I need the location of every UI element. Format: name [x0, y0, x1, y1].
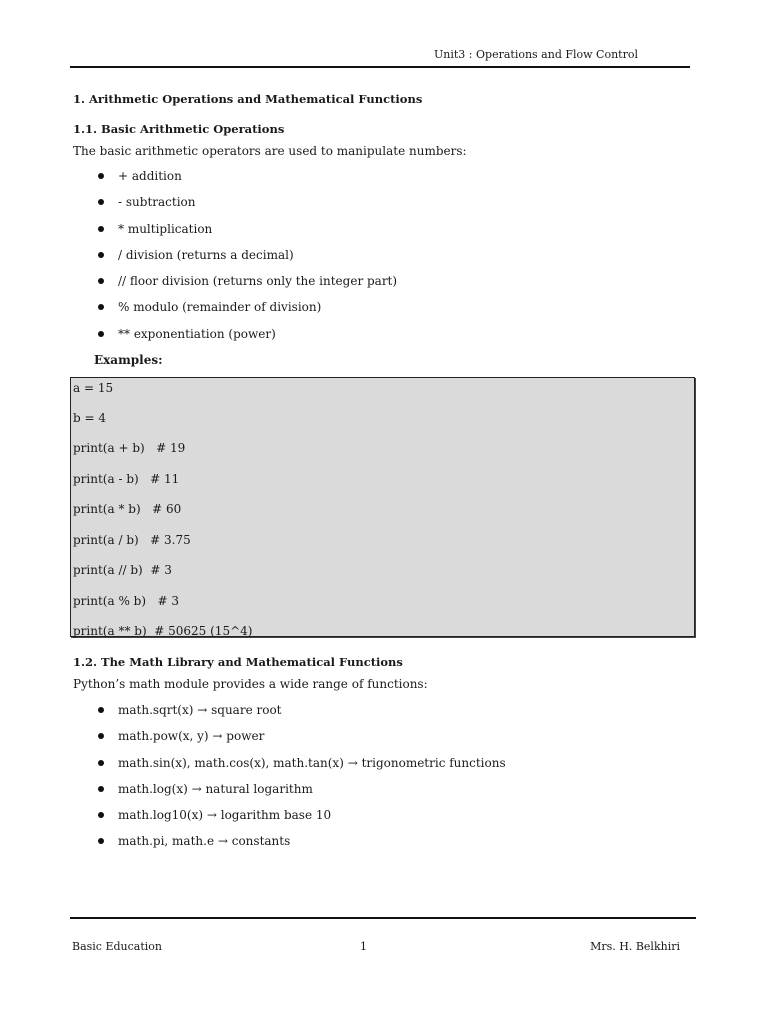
- header-rule: [70, 66, 690, 68]
- code-line: print(a * b) # 60: [73, 502, 182, 516]
- code-line: print(a // b) # 3: [73, 563, 172, 577]
- footer-left: Basic Education: [72, 940, 162, 953]
- examples-label: Examples:: [94, 353, 163, 367]
- footer-rule: [70, 917, 696, 919]
- bullet-icon: [98, 173, 104, 179]
- bullet-icon: [98, 733, 104, 739]
- section-heading-1-2: 1.2. The Math Library and Mathematical Functions: [73, 655, 403, 669]
- page-number: 1: [360, 940, 367, 953]
- code-example-box: [70, 377, 695, 637]
- code-line: a = 15: [73, 381, 114, 395]
- section-heading-1: 1. Arithmetic Operations and Mathematical Functions: [73, 92, 423, 106]
- section-1-2-intro: Python’s math module provides a wide range of functions:: [73, 677, 428, 691]
- code-line: print(a - b) # 11: [73, 472, 180, 486]
- code-line: print(a + b) # 19: [73, 441, 186, 455]
- code-line: print(a / b) # 3.75: [73, 533, 191, 547]
- bullet-icon: [98, 278, 104, 284]
- bullet-icon: [98, 838, 104, 844]
- header-title: Unit3 : Operations and Flow Control: [434, 48, 638, 61]
- section-heading-1-1: 1.1. Basic Arithmetic Operations: [73, 122, 285, 136]
- bullet-icon: [98, 707, 104, 713]
- code-line: print(a ** b) # 50625 (15^4): [73, 624, 253, 638]
- bullet-icon: [98, 331, 104, 337]
- footer-author: Mrs. H. Belkhiri: [590, 940, 680, 953]
- code-line: print(a % b) # 3: [73, 594, 179, 608]
- bullet-icon: [98, 786, 104, 792]
- bullet-icon: [98, 304, 104, 310]
- bullet-icon: [98, 812, 104, 818]
- section-1-1-intro: The basic arithmetic operators are used to manipulate numbers:: [73, 144, 467, 158]
- bullet-icon: [98, 760, 104, 766]
- code-line: b = 4: [73, 411, 106, 425]
- bullet-icon: [98, 199, 104, 205]
- bullet-icon: [98, 252, 104, 258]
- bullet-icon: [98, 226, 104, 232]
